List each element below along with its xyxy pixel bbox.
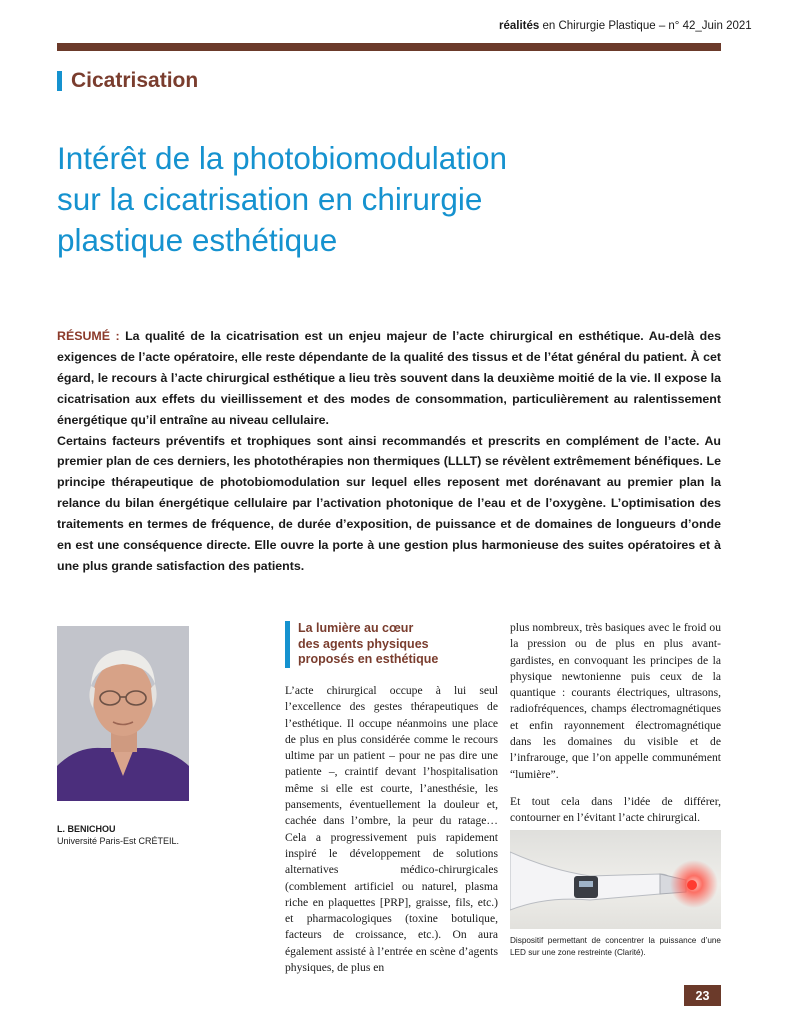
- page-number: 23: [684, 985, 721, 1006]
- figure-caption: Dispositif permettant de concentrer la puissance d’une LED sur une zone restreinte (Clarité).: [510, 936, 721, 957]
- journal-header: [499, 20, 752, 32]
- title-line-3: plastique esthétique: [57, 222, 338, 258]
- body-column-left: [285, 683, 498, 976]
- body-column-right: [510, 620, 721, 827]
- abstract: [57, 326, 721, 577]
- title-line-2: sur la cicatrisation en chirurgie: [57, 181, 483, 217]
- header-rule: [57, 43, 721, 51]
- author-portrait-graphic: [57, 626, 189, 801]
- abstract-paragraph-1: [57, 326, 721, 431]
- author-photo: [57, 626, 189, 801]
- abstract-text-1: La qualité de la cicatrisation est un enjeu majeur de l’acte chirurgical en esthétique. Au-delà des exigences de l’acte opératoire, elle reste dépendante de la qualité des tissus et de l’état général du patient. À cet égard, le recours à l’acte chirurgical esthétique a lieu très souvent dans la deuxième moitié de la vie. Il expose la cicatrisation aux effets du vieillissement et des modes de consommation, particulièrement au ralentissement énergétique qu’il entraîne au niveau cellulaire.: [57, 329, 721, 427]
- abstract-lead: RÉSUMÉ :: [57, 329, 120, 343]
- section-marker: [57, 71, 62, 91]
- abstract-paragraph-2: Certains facteurs préventifs et trophiques sont ainsi recommandés et prescrits en complément de l’acte. Au premier plan de ces derniers, les photothérapies non thermiques (LLLT) se révèlent extrêmement bénéfiques. Le principe thérapeutique de photobiomodulation sur lequel elles reposent met dorénavant au premier plan la relance du bilan énergétique cellulaire par l’activation photonique de l’eau et de l’oxygène. L’optimisation des traitements en termes de fréquence, de durée d’exposition, de puissance et de domaines de longueurs d’onde en est une conséquence directe. Elle ouvre la porte à une gestion plus harmonieuse des suites opératoires et à une plus grande satisfaction des patients.: [57, 433, 721, 573]
- article-title: [57, 138, 717, 261]
- subtitle-line-1: La lumière au cœur: [298, 621, 414, 635]
- journal-issue: en Chirurgie Plastique – n° 42_Juin 2021: [539, 20, 752, 32]
- body-paragraph-closing: Et tout cela dans l’idée de différer, contourner en l’évitant l’acte chirurgical.: [510, 794, 721, 825]
- subtitle-line-3: proposés en esthétique: [298, 652, 439, 666]
- subtitle-line-2: des agents physiques: [298, 636, 429, 651]
- led-device-figure: [510, 830, 721, 929]
- title-line-1: Intérêt de la photobiomodulation: [57, 140, 508, 176]
- section-tag: [57, 68, 198, 94]
- author-name: L. BENICHOU: [57, 824, 116, 834]
- section-subtitle: [285, 621, 513, 668]
- author-affiliation: Université Paris-Est CRÉTEIL.: [57, 836, 180, 846]
- body-paragraph-continued: plus nombreux, très basiques avec le froid ou la pression ou de plus en plus avant-gardistes, en convoquant les principes de la physique newtonienne puis ceux de la quantique : courants électriques, ultrasons, radiofréquences, champs électromagnétiques et enfin rayonnement électromagnétique dans les domaines du visible et de l’infrarouge, que l’on appelle communément “lumière”.: [510, 621, 721, 781]
- section-label: Cicatrisation: [71, 69, 199, 92]
- journal-brand: réalités: [499, 20, 540, 32]
- body-paragraph: L’acte chirurgical occupe à lui seul l’excellence des gestes thérapeutiques de l’esthétique. Il occupe néanmoins une place de plus en plus considérée comme le recours ultime par un patient – pour ne pas dire une patiente –, craintif devant l’hospitalisation même si elle est courte, l’anesthésie, les pansements, éventuellement la douleur et, cachée dans l’ombre, la peur du ratage… Cela a progressivement puis rapidement inspiré le développement de solutions alternatives médico-chirurgicales (comblement artificiel ou naturel, plasma riche en plaquettes [PRP], graisse, fils, etc.) et pharmacologiques (toxine botulique, facteurs de croissance, etc.). On aura également assisté à l’entrée en scène d’agents physiques, de plus en: [285, 684, 498, 975]
- led-device-graphic: [510, 830, 721, 929]
